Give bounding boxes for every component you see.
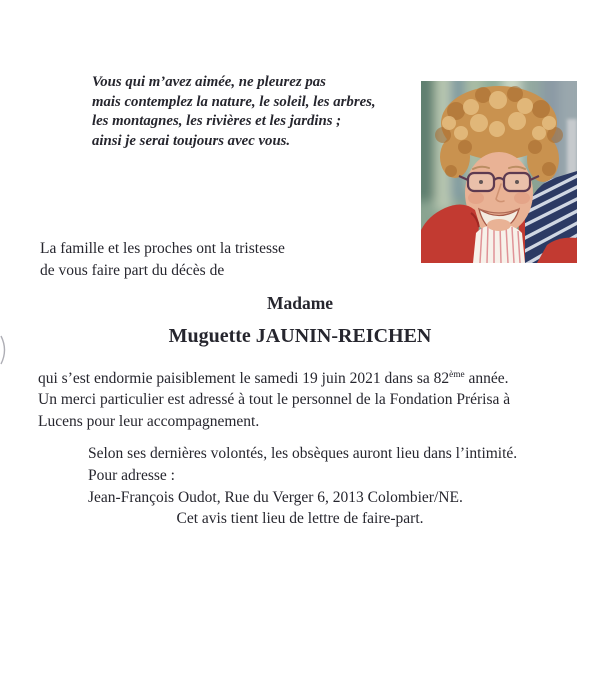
- quote-line: ainsi je serai toujours avec vous.: [92, 132, 291, 149]
- quote-line: les montagnes, les rivières et les jardins ;: [92, 113, 342, 130]
- obituary-text: qui s’est endormie paisiblement le samedi 19 juin 2021 dans sa 82: [38, 370, 450, 387]
- obituary-body: [38, 368, 510, 432]
- deceased-name: Muguette JAUNIN-REICHEN: [168, 325, 432, 347]
- memorial-quote: [92, 73, 442, 151]
- announcement-line: de vous faire part du décès de: [40, 262, 225, 279]
- announcement: [40, 238, 285, 282]
- deceased-title: Madame: [266, 293, 334, 313]
- quote-line: mais contemplez la nature, le soleil, les arbres,: [92, 93, 376, 110]
- arrangements-line: Pour adresse :: [88, 466, 175, 484]
- announcement-line: La famille et les proches ont la tristesse: [40, 240, 285, 257]
- obituary-line: [38, 368, 510, 389]
- obituary-text: année.: [464, 370, 509, 387]
- closing-line: Cet avis tient lieu de lettre de faire-part.: [176, 510, 424, 527]
- obituary-line: Lucens pour leur accompagnement.: [38, 412, 260, 430]
- arrangements-line: Selon ses dernières volontés, les obsèques auront lieu dans l’intimité.: [88, 445, 518, 462]
- obituary-line: Un merci particulier est adressé à tout le personnel de la Fondation Prérisa à: [38, 391, 511, 409]
- ordinal-superscript: ème: [449, 369, 465, 380]
- quote-line: Vous qui m’avez aimée, ne pleurez pas: [92, 74, 326, 90]
- arrangements: [88, 443, 517, 508]
- portrait-photo: [421, 81, 577, 263]
- arrangements-line: Jean-François Oudot, Rue du Verger 6, 2013 Colombier/NE.: [88, 488, 463, 506]
